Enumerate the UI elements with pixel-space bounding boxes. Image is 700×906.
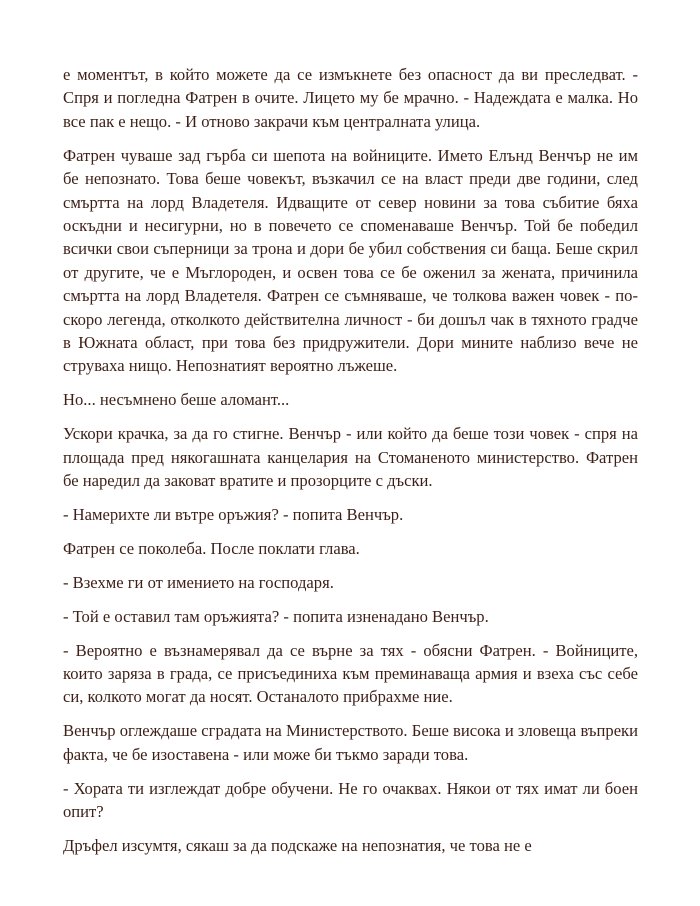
paragraph: - Взехме ги от имението на господаря. [63, 572, 334, 592]
paragraph: - Вероятно е възнамерявал да се върне за тях - обясни Фатрен. - Войниците, които заряза в града, се присъединиха към преминаваща армия и взеха със себе си, колкото могат да носят. Останалото прибрахме ние. [63, 640, 638, 707]
paragraph: Венчър оглеждаше сградата на Министерството. Беше висока и зловеща въпреки факта, че бе изоставена - или може би тъкмо заради това. [63, 721, 638, 764]
paragraph: Дръфел изсумтя, сякаш за да подскаже на непознатия, че това не е [63, 835, 532, 855]
paragraph: Фатрен чуваше зад гърба си шепота на войниците. Името Елънд Венчър не им бе непознато. Това беше човекът, възкачил се на власт преди две години, след смъртта на лорд Владетеля. Идващите от север новини за това събитие бяха оскъдни и несигурни, но в повечето се споменаваше Венчър. Той бе победил всички свои съперници за трона и дори бе убил собствения си баща. Беше скрил от другите, че е Мъглороден, и освен това се бе оженил за жената, причинила смъртта на лорд Владетеля. Фатрен се съмняваше, че толкова важен човек - по-скоро легенда, отколкото действителна личност - би дошъл чак в тяхното градче в Южната област, при това без придружители. Дори мините наблизо вече не струваха нищо. Непознатият вероятно лъжеше. [63, 145, 638, 376]
book-page-text [63, 63, 638, 868]
paragraph: - Той е оставил там оръжията? - попита изненадано Венчър. [63, 606, 489, 626]
paragraph: - Хората ти изглеждат добре обучени. Не го очаквах. Някои от тях имат ли боен опит? [63, 778, 638, 821]
paragraph: е моментът, в който можете да се измъкнете без опасност да ви преследват. - Спря и погледна Фатрен в очите. Лицето му бе мрачно. - Надеждата е малка. Но все пак е нещо. - И отново закрачи към централната улица. [63, 65, 638, 131]
paragraph: - Намерихте ли вътре оръжия? - попита Венчър. [63, 504, 404, 524]
paragraph: Но... несъмнено беше аломант... [63, 390, 290, 410]
paragraph: Ускори крачка, за да го стигне. Венчър - или който да беше този човек - спря на площада пред някогашната канцелария на Стоманеното министерство. Фатрен бе наредил да заковат вратите и прозорците с дъски. [63, 424, 638, 490]
paragraph: Фатрен се поколеба. После поклати глава. [63, 538, 360, 558]
